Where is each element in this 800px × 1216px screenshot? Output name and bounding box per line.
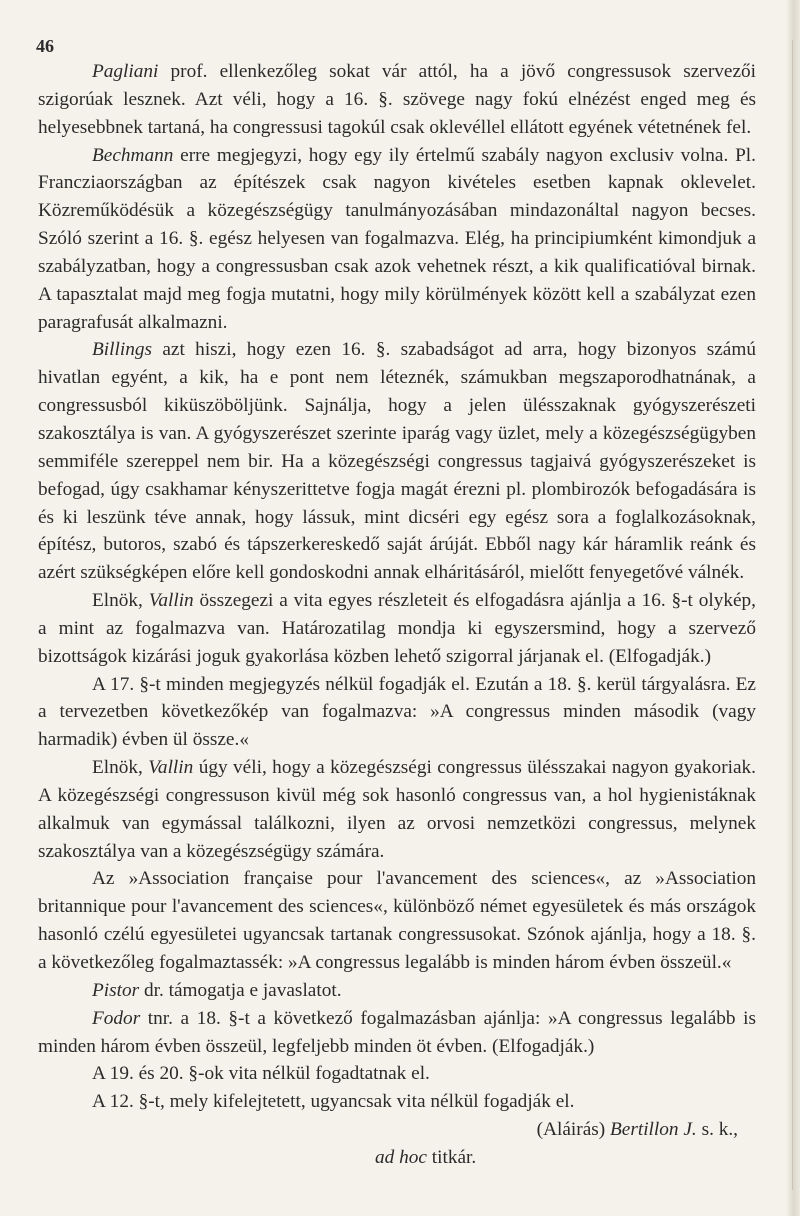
signature-role: titkár. (426, 1146, 477, 1168)
page-number: 46 (36, 36, 54, 56)
page-edge-shadow (786, 0, 800, 1216)
speaker-name: Billings (92, 339, 152, 361)
signature-name: Bertillon J. (610, 1119, 697, 1141)
paragraph-text: A 17. §-t minden megjegyzés nélkül fogadják el. Ezután a 18. §. kerül tárgyalásra. Ez a tervezetben következőkép van fogalmazva: »A congressus minden második (vagy harmadik) évben ül össze.« (38, 673, 756, 751)
signature-prefix: (Aláirás) (536, 1119, 610, 1141)
paragraph-text: dr. támogatja e javaslatot. (139, 979, 342, 1001)
paragraph-text: Az »Association française pour l'avancement des sciences«, az »Association britannique pour l'avancement des sciences«, különböző német egyesületek és más országok hasonló czélú egyesületei ugyancsak tartanak congressusokat. Szónok ajánlja, hogy a 18. §. a következőleg fogalmaztassék: »A congressus legalább is minden három évben összeül.« (38, 868, 756, 973)
speaker-name: Vallin (148, 757, 194, 779)
paragraph-pagliani (38, 58, 756, 142)
signature-role-italic: ad hoc (375, 1146, 427, 1168)
speaker-name: Vallin (148, 590, 194, 612)
speaker-name: Fodor (92, 1007, 141, 1029)
paragraph-associations (38, 865, 756, 976)
paragraph-12 (38, 1088, 756, 1116)
speaker-name: Pagliani (92, 61, 159, 82)
paragraph-text: tnr. a 18. §-t a következő fogalmazásban ajánlja: »A congressus legalább is minden három évben összeül, legfeljebb minden öt évben. (Elfogadják.) (38, 1007, 756, 1057)
paragraph-billings (38, 336, 756, 587)
signature-line (38, 1116, 756, 1144)
paragraph-text: A 19. és 20. §-ok vita nélkül fogadtatnak el. (92, 1063, 430, 1085)
paragraph-vallin-1 (38, 587, 756, 671)
speaker-name: Bechmann (92, 144, 174, 166)
speaker-prefix: Elnök, (92, 757, 149, 779)
signature-role-line (38, 1144, 756, 1172)
paragraph-fodor (38, 1005, 756, 1061)
paragraph-pistor (38, 977, 756, 1005)
speaker-name: Pistor (92, 979, 140, 1001)
text-column (38, 58, 756, 1172)
speaker-prefix: Elnök, (92, 590, 149, 612)
paragraph-bechmann (38, 142, 756, 337)
paragraph-text: összegezi a vita egyes részleteit és elfogadásra ajánlja a 16. §-t olykép, a mint az fogalmazva van. Határozatilag mondja ki egyszersmind, hogy a szervező bizottságok kizárási joguk gyakorlása közben lehető szigorral járjanak el. (Elfogadják.) (38, 590, 756, 667)
signature-suffix: s. k., (696, 1119, 738, 1141)
paragraph-vallin-2 (38, 754, 756, 865)
paragraph-text: azt hiszi, hogy ezen 16. §. szabadságot ad arra, hogy bizonyos számú hivatlan egyént, a kik, ha e pont nem léteznék, számukban megszaporodhatnának, a congressusból kiküszöböljünk. Sajnálja, hogy a jelen ülésszaknak gyógyszerészeti szakosztálya is van. A gyógyszerészet szerinte iparág vagy üzlet, mely a közegészségügyben semmiféle szereppel nem bir. Ha a közegészségi congressus tagjaivá gyógyszerészeket is befogad, úgy csakhamar kényszerittetve fogja magát érezni pl. plombirozók befogadására is és ki leszünk téve annak, hogy lássuk, mint dicséri egy egész sora a foglalkozásoknak, építész, butoros, szabó és tápszerkereskedő saját árúját. Ebből nagy kár háramlik reánk és azért szükségképen előre kell gondoskodni annak elháritásáról, mielőtt fenyegetővé válnék. (38, 339, 756, 584)
page-edge-line (792, 40, 793, 1190)
paragraph-text: úgy véli, hogy a közegészségi congressus ülésszakai nagyon gyakoriak. A közegészségi congressuson kivül még sok hasonló congressus van, a hol hygienistáknak alkalmuk van egymással találkozni, ilyen az orvosi nemzetközi congressus, melynek szakosztálya van a közegészségügy számára. (38, 757, 756, 862)
paragraph-text: A 12. §-t, mely kifelejtetett, ugyancsak vita nélkül fogadják el. (92, 1091, 575, 1113)
paragraph-19-20 (38, 1060, 756, 1088)
paragraph-text: prof. ellenkezőleg sokat vár attól, ha a jövő congressusok szervezői szigorúak lesznek. Azt véli, hogy a 16. §. szövege nagy fokú elnézést enged meg és helyesebbnek tartaná, ha congressusi tagokúl csak oklevéllel ellátott egyének vétetnének fel. (38, 61, 756, 138)
paragraph-text: erre megjegyzi, hogy egy ily értelmű szabály nagyon exclusiv volna. Pl. Francziaországban az építészek csak nagyon kivételes esetben kapnak oklevelet. Közreműködésük a közegészségügy tanulmányozásában mindazonáltal nagyon becses. Szóló szerint a 16. §. egész helyesen van fogalmazva. Elég, ha principiumként kimondjuk a szabályzatban, hogy a congressusban csak azok vehetnek részt, a kik qualificatióval birnak. A tapasztalat majd meg fogja mutatni, hogy mily körülmények között kell a szabályzat ezen paragrafusát alkalmazni. (38, 144, 756, 333)
paragraph-17 (38, 671, 756, 755)
